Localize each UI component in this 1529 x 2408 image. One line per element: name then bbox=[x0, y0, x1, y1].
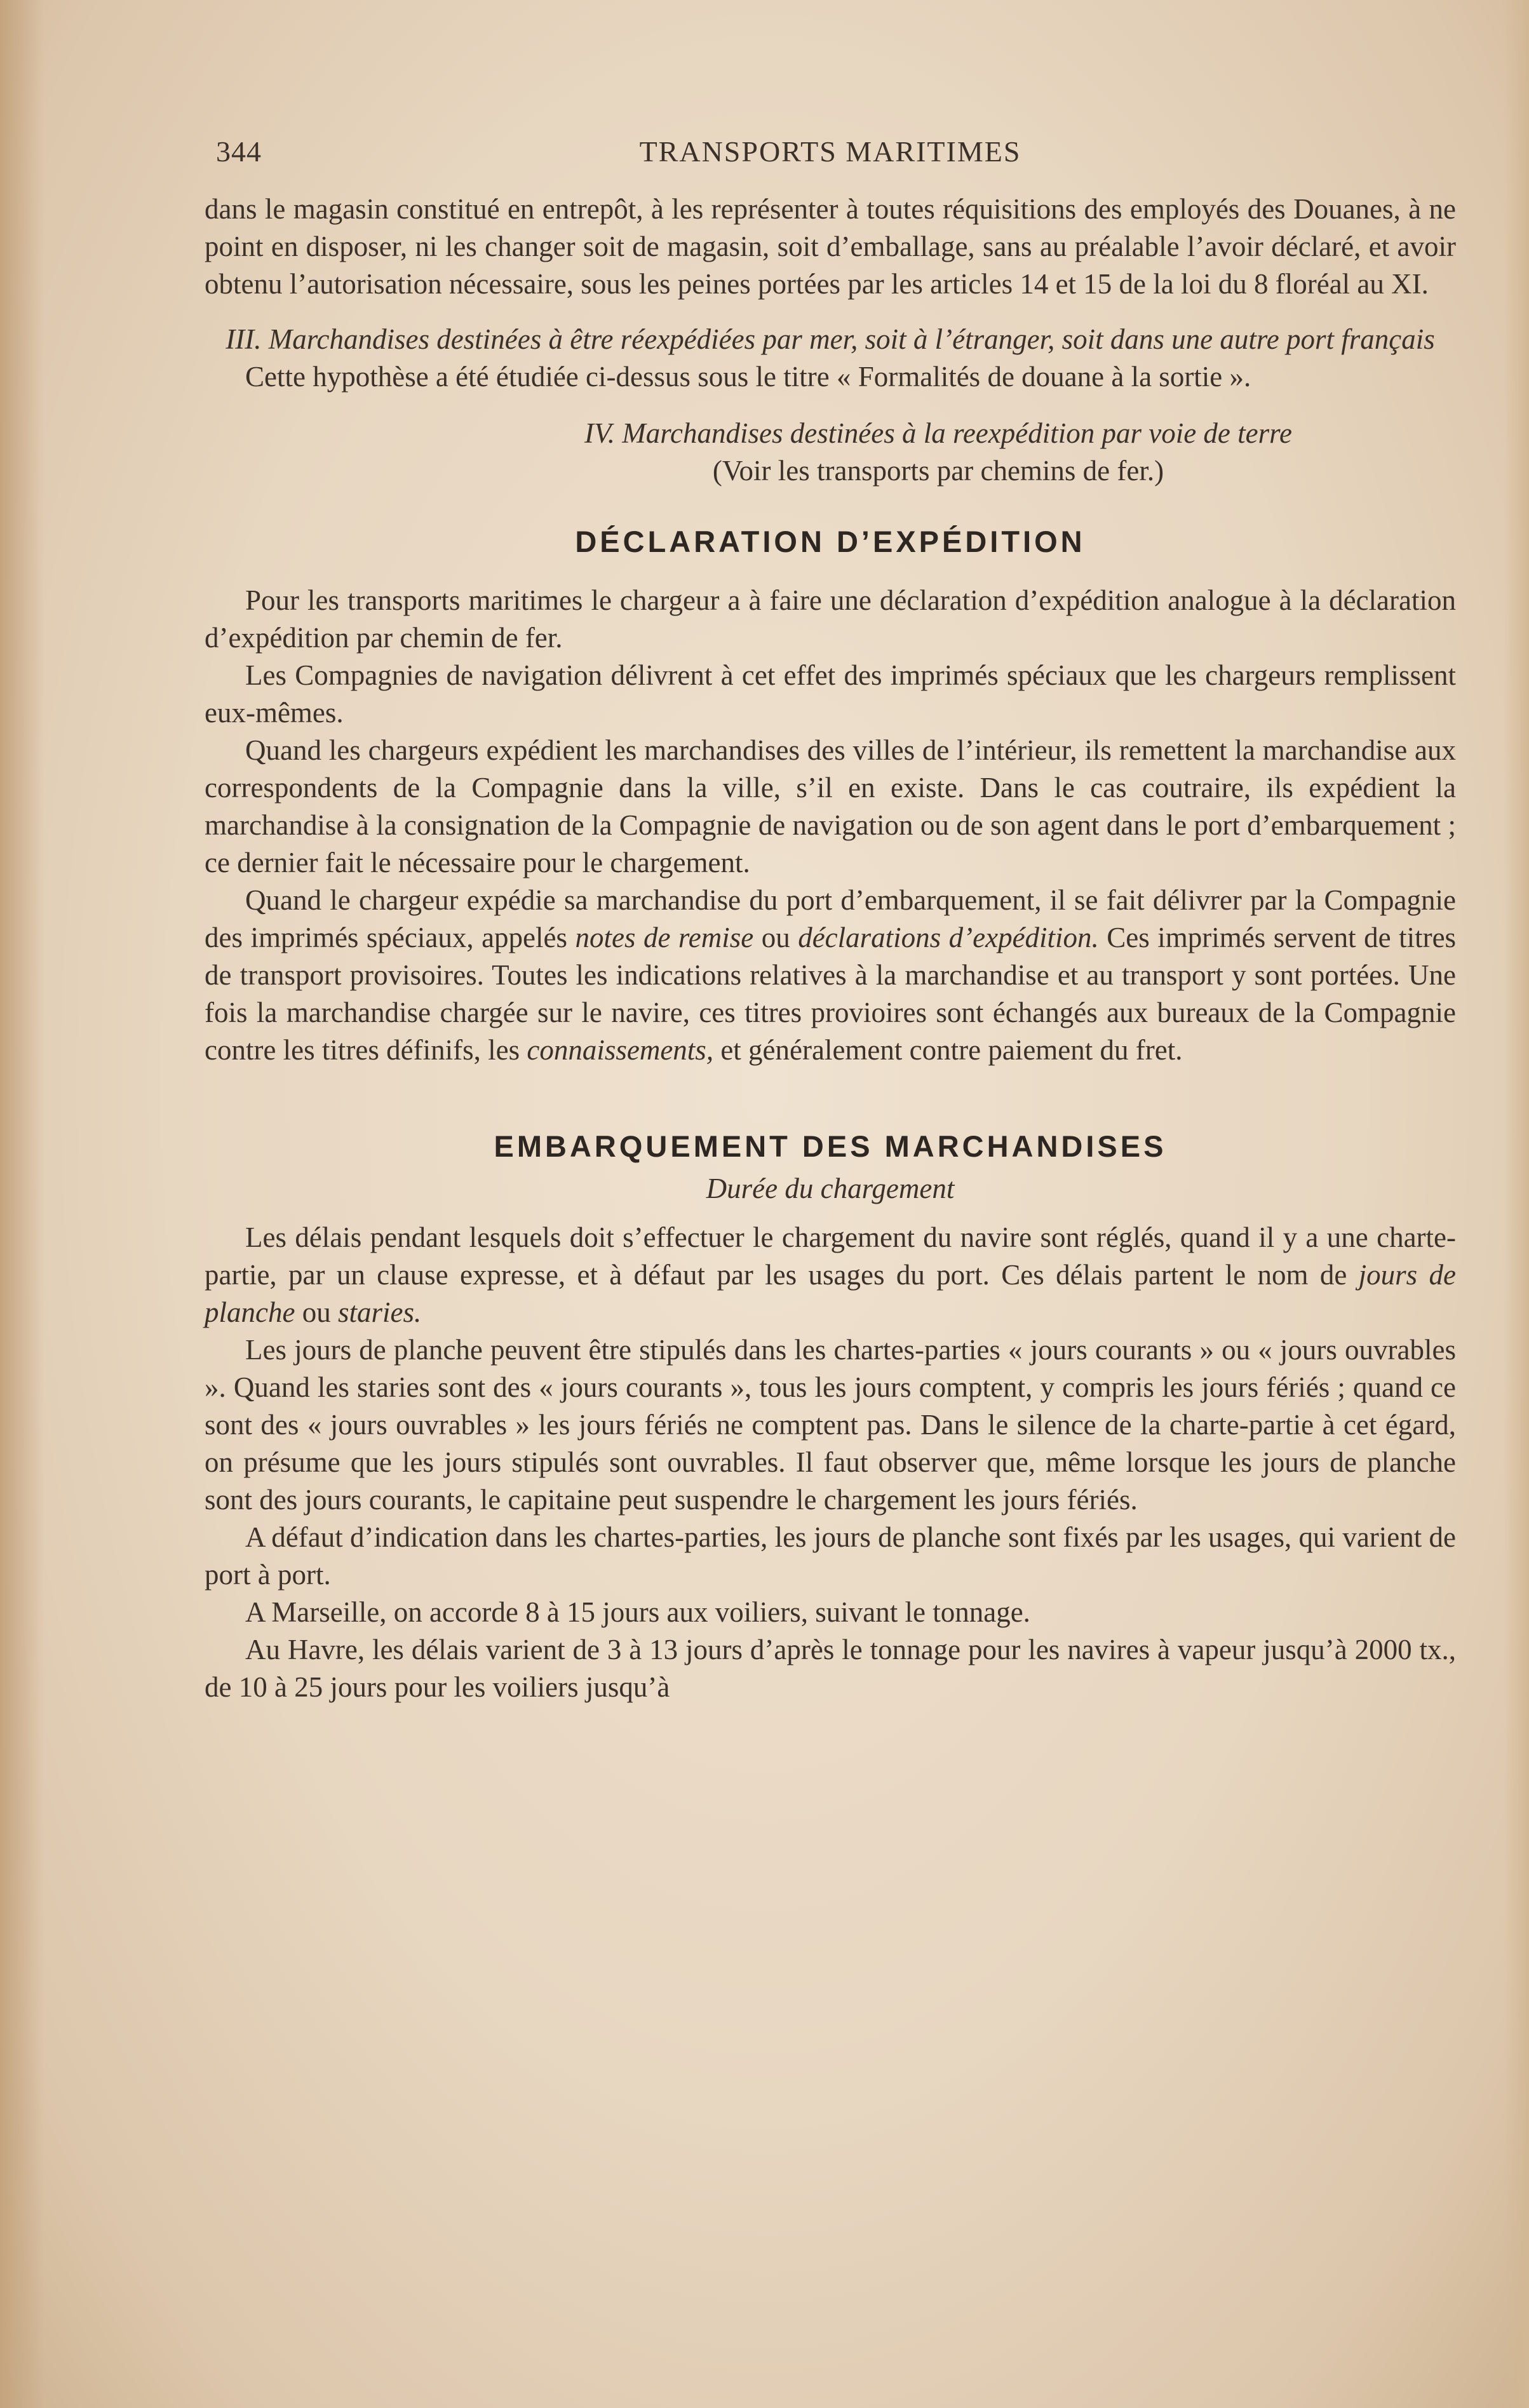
page-edge-shadow-right bbox=[1504, 0, 1529, 2408]
embarquement-p1-b: ou bbox=[302, 1296, 331, 1328]
running-title: TRANSPORTS MARITIMES bbox=[639, 135, 1021, 168]
embarquement-paragraph-4: A Marseille, on accorde 8 à 15 jours aux voiliers, suivant le tonnage. bbox=[245, 1596, 1030, 1628]
declaration-paragraph-2: Les Compagnies de navigation délivrent à cet effet des imprimés spéciaux que les chargeurs remplissent eux-mêmes. bbox=[205, 659, 1456, 729]
running-header bbox=[205, 135, 1456, 173]
declaration-p4-c: Ces imprimés servent de titres de transport provisoires. Toutes les indications relatives à la marchandise et au transport y sont portées. Une fois la marchandise chargée sur le navire, ces titres provioires sont échangés aux bureaux de la Compagnie contre les titres définifs, les bbox=[205, 922, 1457, 1066]
declaration-paragraph-1: Pour les transports maritimes le chargeur a à faire une déclaration d’expédition analogue à la déclaration d’expédition par chemin de fer. bbox=[205, 584, 1456, 654]
section-iii-text: Cette hypothèse a été étudiée ci-dessus sous le titre « Formalités de douane à la sortie ». bbox=[245, 361, 1251, 393]
declaration-p4-a: Quand le chargeur expédie sa marchandise du port d’embarquement, il se fait délivrer par la Compagnie des imprimés spéciaux, appelés bbox=[205, 884, 1456, 953]
embarquement-p1-a: Les délais pendant lesquels doit s’effectuer le chargement du navire sont réglés, quand il y a une charte-partie, par un clause expresse, et à défaut par les usages du port. Ces délais partent le nom de bbox=[205, 1221, 1456, 1291]
term-jours-de-planche: jours de planche bbox=[205, 1259, 1456, 1328]
term-notes-de-remise: notes de remise bbox=[575, 922, 754, 953]
declaration-paragraph-4 bbox=[205, 882, 1456, 1069]
term-staries: staries. bbox=[337, 1296, 422, 1328]
embarquement-title: EMBARQUEMENT DES MARCHANDISES bbox=[494, 1129, 1167, 1163]
section-iii-heading: III. Marchandises destinées à être réexpédiées par mer, soit à l’étranger, soit dans une autre port français bbox=[226, 323, 1435, 355]
term-connaissements: connaissements, bbox=[527, 1034, 714, 1066]
page-edge-shadow-left bbox=[0, 0, 44, 2408]
section-iv-heading: IV. Marchandises destinées à la reexpédition par voie de terre bbox=[584, 417, 1292, 449]
embarquement-paragraph-2: Les jours de planche peuvent être stipulés dans les chartes-parties « jours courants » ou « jours ouvrables ». Quand les staries sont des « jours courants », tous les jours comptent, y compris les jours fériés ; quand ce sont des « jours ouvrables » les jours fériés ne comptent pas. Dans le silence de la charte-partie à cet égard, on présume que les jours stipulés sont ouvrables. Il faut observer que, même lorsque les jours de planche sont des jours courants, le capitaine peut suspendre le chargement les jours fériés. bbox=[205, 1334, 1456, 1516]
page-body bbox=[205, 191, 1456, 1706]
embarquement-paragraph-5: Au Havre, les délais varient de 3 à 13 jours d’après le tonnage pour les navires à vapeur jusqu’à 2000 tx., de 10 à 25 jours pour les voiliers jusqu’à bbox=[205, 1634, 1456, 1703]
embarquement-paragraph-1 bbox=[205, 1219, 1456, 1331]
page-number: 344 bbox=[216, 135, 262, 168]
embarquement-paragraph-3: A défaut d’indication dans les chartes-parties, les jours de planche sont fixés par les usages, qui varient de port à port. bbox=[205, 1521, 1456, 1591]
section-iv-text: (Voir les transports par chemins de fer.) bbox=[712, 455, 1164, 487]
declaration-p4-b: ou bbox=[761, 922, 790, 953]
embarquement-subtitle: Durée du chargement bbox=[706, 1173, 955, 1204]
term-declarations-expedition: déclarations d’expédition. bbox=[798, 922, 1099, 953]
declaration-paragraph-3: Quand les chargeurs expédient les marchandises des villes de l’intérieur, ils remettent la marchandise aux correspondents de la Compagnie dans la ville, s’il en existe. Dans le cas coutraire, ils expédient la marchandise à la consignation de la Compagnie de navigation ou de son agent dans le port d’embarquement ; ce dernier fait le nécessaire pour le chargement. bbox=[205, 734, 1456, 878]
intro-paragraph: dans le magasin constitué en entrepôt, à les représenter à toutes réquisitions des employés des Douanes, à ne point en disposer, ni les changer soit de magasin, soit d’emballage, sans au préalable l’avoir déclaré, et avoir obtenu l’autorisation nécessaire, sous les peines portées par les articles 14 et 15 de la loi du 8 floréal au XI. bbox=[205, 193, 1456, 300]
declaration-p4-d: et généralement contre paiement du fret. bbox=[720, 1034, 1183, 1066]
declaration-title: DÉCLARATION D’EXPÉDITION bbox=[575, 525, 1086, 558]
